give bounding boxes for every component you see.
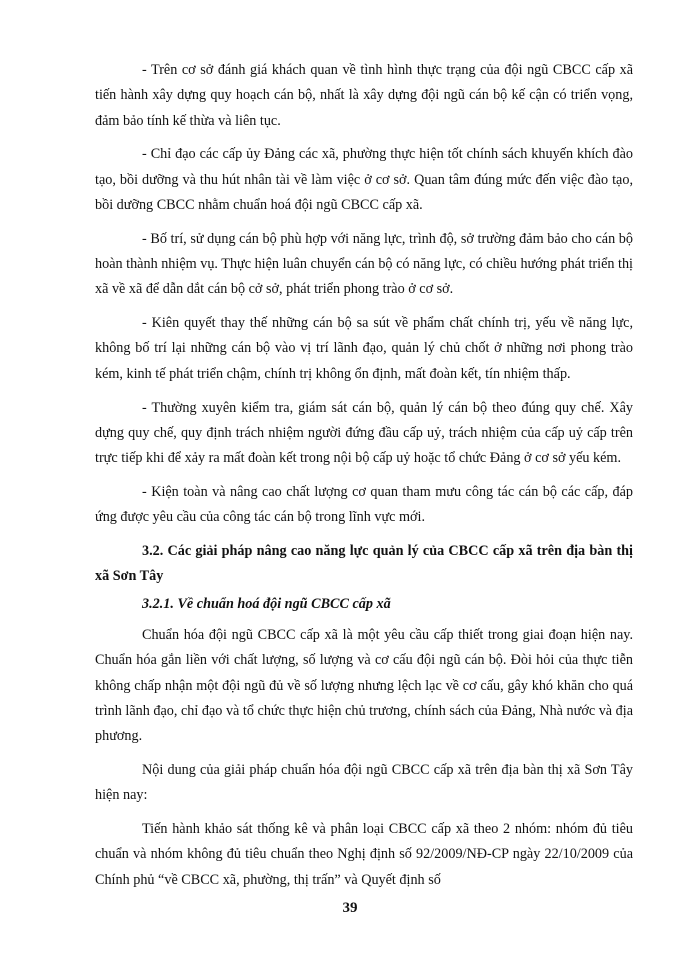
body-paragraph-standardization: Chuẩn hóa đội ngũ CBCC cấp xã là một yêu cầu cấp thiết trong giai đoạn hiện nay. Chuẩn hóa gắn liền với chất lượng, số lượng và cơ cấu đội ngũ cán bộ. Đòi hỏi của thực tiễn không chấp nhận một đội ngũ đủ về số lượng nhưng lệch lạc về cơ cấu, gây khó khăn cho quá trình lãnh đạo, chỉ đạo và tổ chức thực hiện chủ trương, chính sách của Đảng, Nhà nước và địa phương. (95, 626, 633, 745)
page-number: 39 (342, 900, 358, 916)
bullet-paragraph-replacement: - Kiên quyết thay thế những cán bộ sa sút về phẩm chất chính trị, yếu về năng lực, không bố trí lại những cán bộ vào vị trí lãnh đạo, quản lý chủ chốt ở những nơi phong trào kém, kinh tế phát triển chậm, chính trị không ổn định, mất đoàn kết, tín nhiệm thấp. (95, 315, 633, 382)
bullet-paragraph-training: - Chỉ đạo các cấp ủy Đảng các xã, phường thực hiện tốt chính sách khuyến khích đào tạo, bồi dưỡng và thu hút nhân tài về làm việc ở cơ sở. Quan tâm đúng mức đến việc đào tạo, bồi dưỡng CBCC nhằm chuẩn hoá đội ngũ CBCC cấp xã. (95, 146, 633, 213)
section-heading: 3.2. Các giải pháp nâng cao năng lực quản lý của CBCC cấp xã trên địa bàn thị xã Sơn Tây (95, 543, 633, 585)
body-paragraph-survey: Tiến hành khảo sát thống kê và phân loại CBCC cấp xã theo 2 nhóm: nhóm đủ tiêu chuẩn và nhóm không đủ tiêu chuẩn theo Nghị định số 92/2009/NĐ-CP ngày 22/10/2009 của Chính phủ “về CBCC xã, phường, thị trấn” và Quyết định số (95, 821, 633, 888)
bullet-paragraph-advisory: - Kiện toàn và nâng cao chất lượng cơ quan tham mưu công tác cán bộ các cấp, đáp ứng được yêu cầu của công tác cán bộ trong lĩnh vực mới. (95, 483, 633, 526)
bullet-paragraph-assignment: - Bố trí, sử dụng cán bộ phù hợp với năng lực, trình độ, sở trường đảm bảo cho cán bộ hoàn thành nhiệm vụ. Thực hiện luân chuyển cán bộ có năng lực, có chiều hướng phát triển thị xã về xã để dẫn dắt cán bộ cở sở, phát triển phong trào ở cơ sở. (95, 230, 633, 298)
document-page (95, 58, 633, 901)
bullet-paragraph-inspection: - Thường xuyên kiểm tra, giám sát cán bộ, quản lý cán bộ theo đúng quy chế. Xây dựng quy chế, quy định trách nhiệm người đứng đầu cấp uỷ, trách nhiệm của cấp uỷ cấp trên trực tiếp khi để xảy ra mất đoàn kết trong nội bộ cấp uỷ hoặc tổ chức Đảng ở cơ sở yếu kém. (95, 399, 633, 467)
bullet-paragraph-planning: - Trên cơ sở đánh giá khách quan về tình hình thực trạng của đội ngũ CBCC cấp xã tiến hành xây dựng quy hoạch cán bộ, nhất là xây dựng đội ngũ cán bộ kế cận có triển vọng, đảm bảo tính kế thừa và liên tục. (95, 62, 633, 129)
subsection-heading: 3.2.1. Về chuẩn hoá đội ngũ CBCC cấp xã (142, 595, 391, 612)
body-paragraph-content: Nội dung của giải pháp chuẩn hóa đội ngũ CBCC cấp xã trên địa bàn thị xã Sơn Tây hiện nay: (95, 761, 633, 804)
